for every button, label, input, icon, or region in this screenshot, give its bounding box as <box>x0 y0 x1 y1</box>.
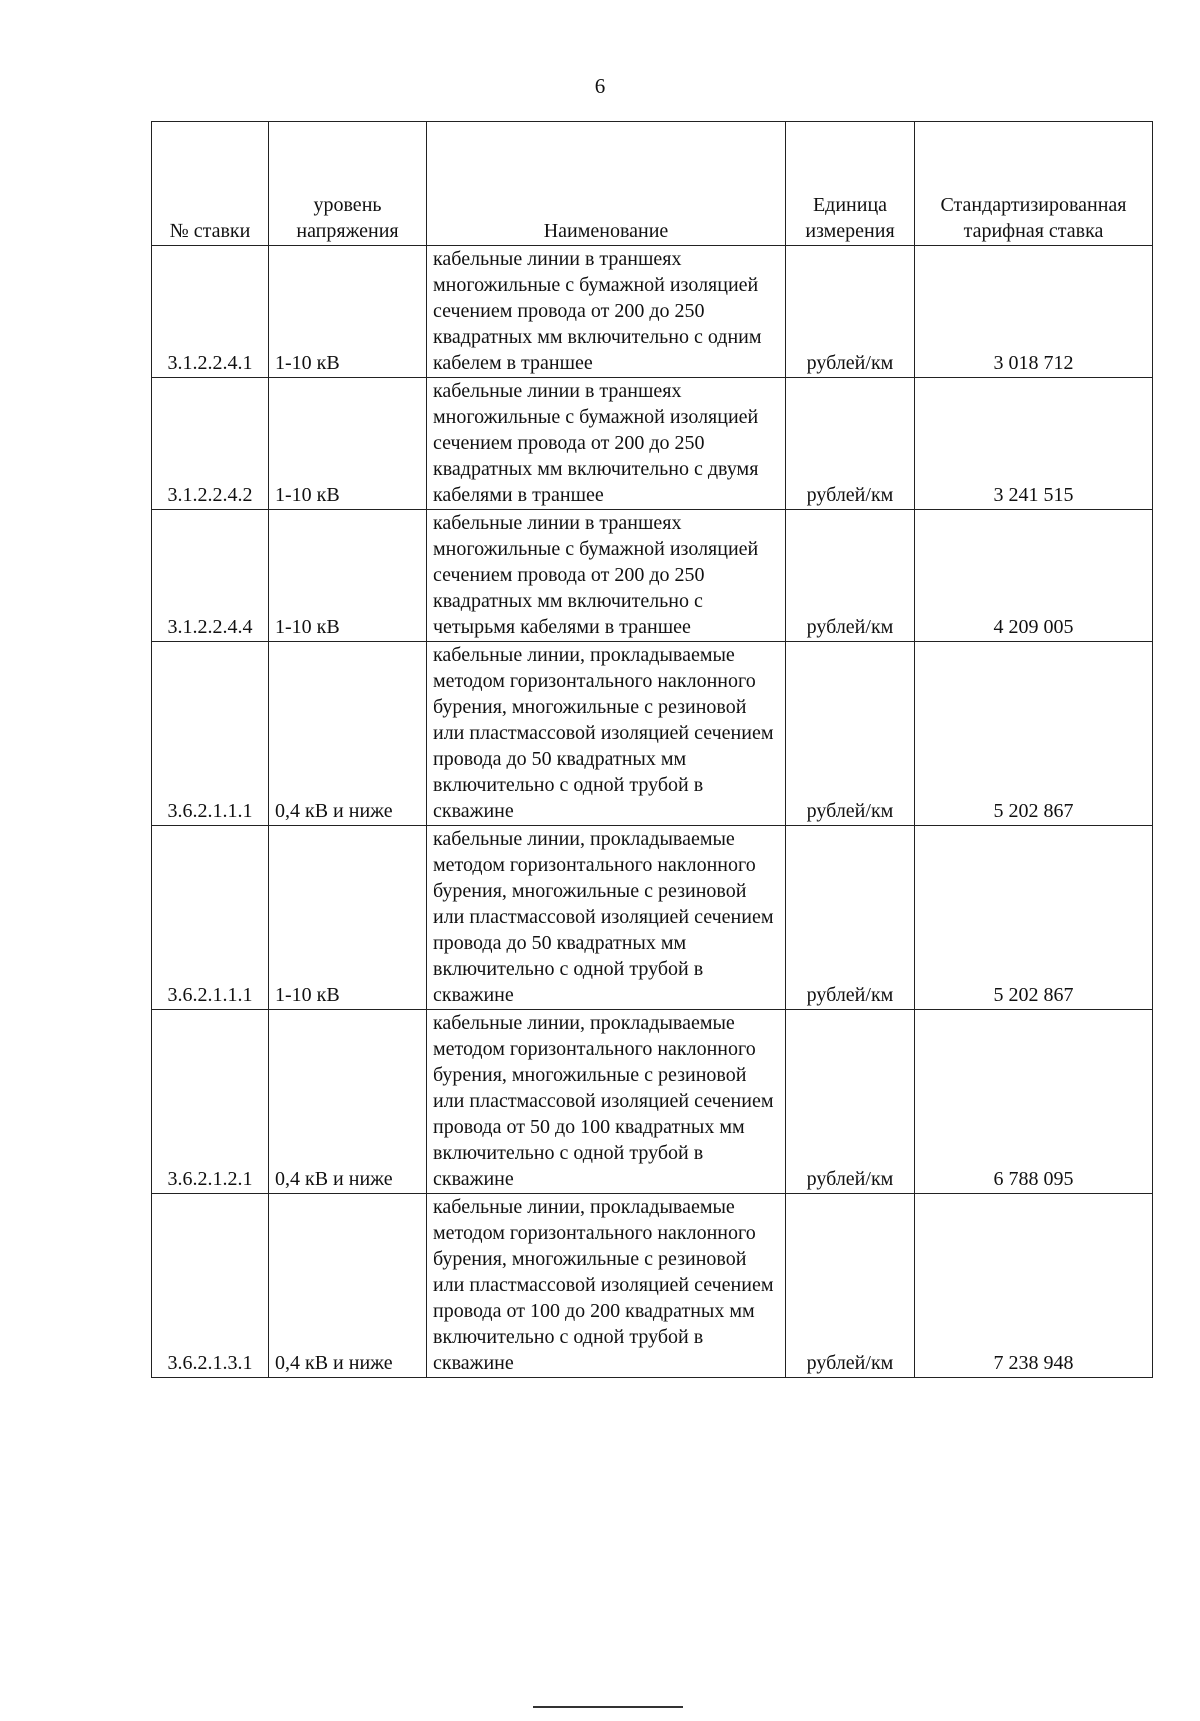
table-row <box>152 510 1153 642</box>
voltage-cell: 1-10 кВ <box>269 246 427 378</box>
name-cell: кабельные линии, прокладываемые методом горизонтального наклонного бурения, многожильные с резиновой или пластмассовой изоляцией сечением провода до 50 квадратных мм включительно с одной трубой в скважине <box>427 826 786 1010</box>
unit-cell: рублей/км <box>786 378 915 510</box>
page-number: 6 <box>594 74 606 98</box>
table-row <box>152 1010 1153 1194</box>
table-row <box>152 378 1153 510</box>
name-cell: кабельные линии, прокладываемые методом горизонтального наклонного бурения, многожильные с резиновой или пластмассовой изоляцией сечением провода от 100 до 200 квадратных мм включительно с одной трубой в скважине <box>427 1194 786 1378</box>
voltage-cell: 0,4 кВ и ниже <box>269 642 427 826</box>
rate-code-cell: 3.6.2.1.2.1 <box>152 1010 269 1194</box>
rate-code-cell: 3.6.2.1.3.1 <box>152 1194 269 1378</box>
rate-value-cell: 6 788 095 <box>915 1010 1153 1194</box>
unit-cell: рублей/км <box>786 1194 915 1378</box>
unit-cell: рублей/км <box>786 826 915 1010</box>
name-cell: кабельные линии в траншеях многожильные с бумажной изоляцией сечением провода от 200 до 250 квадратных мм включительно с двумя кабелями в траншее <box>427 378 786 510</box>
rate-code-cell: 3.1.2.2.4.1 <box>152 246 269 378</box>
rate-value-cell: 5 202 867 <box>915 642 1153 826</box>
table-row <box>152 246 1153 378</box>
voltage-cell: 1-10 кВ <box>269 378 427 510</box>
tariff-rates-table <box>151 121 1153 1378</box>
rate-value-cell: 3 018 712 <box>915 246 1153 378</box>
rate-value-cell: 3 241 515 <box>915 378 1153 510</box>
name-cell: кабельные линии, прокладываемые методом горизонтального наклонного бурения, многожильные с резиновой или пластмассовой изоляцией сечением провода до 50 квадратных мм включительно с одной трубой в скважине <box>427 642 786 826</box>
rate-value-cell: 4 209 005 <box>915 510 1153 642</box>
rate-code-cell: 3.1.2.2.4.4 <box>152 510 269 642</box>
name-cell: кабельные линии в траншеях многожильные с бумажной изоляцией сечением провода от 200 до 250 квадратных мм включительно с одним кабелем в траншее <box>427 246 786 378</box>
unit-cell: рублей/км <box>786 1010 915 1194</box>
table-row <box>152 1194 1153 1378</box>
voltage-cell: 0,4 кВ и ниже <box>269 1194 427 1378</box>
unit-cell: рублей/км <box>786 642 915 826</box>
unit-cell: рублей/км <box>786 246 915 378</box>
unit-cell: рублей/км <box>786 510 915 642</box>
header-rate-number: № ставки <box>152 122 269 246</box>
voltage-cell: 1-10 кВ <box>269 510 427 642</box>
header-voltage-level: уровень напряжения <box>269 122 427 246</box>
voltage-cell: 0,4 кВ и ниже <box>269 1010 427 1194</box>
rate-value-cell: 5 202 867 <box>915 826 1153 1010</box>
table-header-row <box>152 122 1153 246</box>
table-row <box>152 826 1153 1010</box>
rate-code-cell: 3.6.2.1.1.1 <box>152 826 269 1010</box>
header-unit: Единица измерения <box>786 122 915 246</box>
header-name: Наименование <box>427 122 786 246</box>
rate-value-cell: 7 238 948 <box>915 1194 1153 1378</box>
header-standard-rate: Стандартизированная тарифная ставка <box>915 122 1153 246</box>
name-cell: кабельные линии, прокладываемые методом горизонтального наклонного бурения, многожильные с резиновой или пластмассовой изоляцией сечением провода от 50 до 100 квадратных мм включительно с одной трубой в скважине <box>427 1010 786 1194</box>
name-cell: кабельные линии в траншеях многожильные с бумажной изоляцией сечением провода от 200 до 250 квадратных мм включительно с четырьмя кабелями в траншее <box>427 510 786 642</box>
table-row <box>152 642 1153 826</box>
rate-code-cell: 3.6.2.1.1.1 <box>152 642 269 826</box>
footer-divider <box>533 1706 683 1708</box>
voltage-cell: 1-10 кВ <box>269 826 427 1010</box>
rate-code-cell: 3.1.2.2.4.2 <box>152 378 269 510</box>
